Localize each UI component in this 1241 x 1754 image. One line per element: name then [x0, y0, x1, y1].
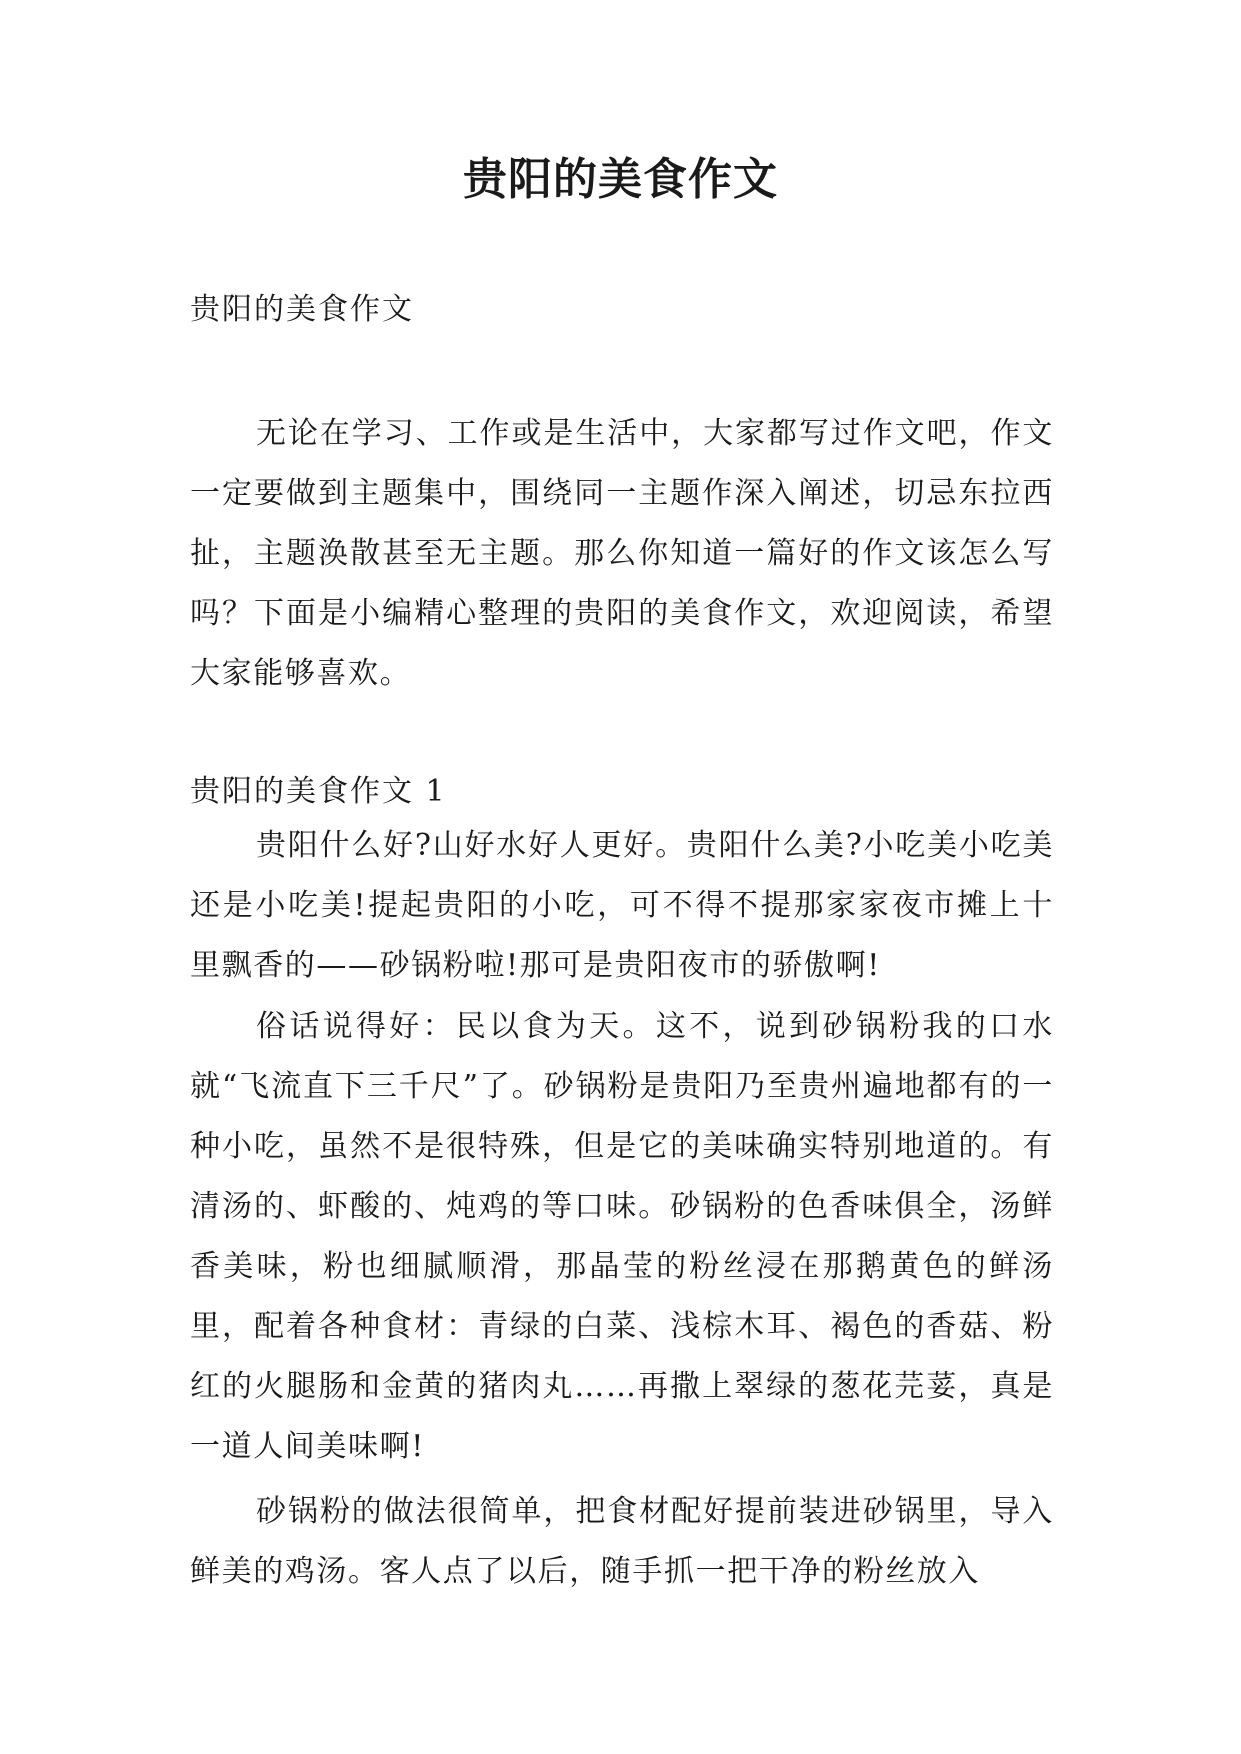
document-title: 贵阳的美食作文 [463, 154, 778, 205]
intro-paragraph: 无论在学习、工作或是生活中，大家都写过作文吧，作文一定要做到主题集中，围绕同一主题作深入阐述，切忌东拉西扯，主题涣散甚至无主题。那么你知道一篇好的作文该怎么写吗？下面是小编精心整理的贵阳的美食作文，欢迎阅读，希望大家能够喜欢。 [190, 416, 1054, 691]
body-paragraph: 贵阳什么好?山好水好人更好。贵阳什么美?小吃美小吃美还是小吃美!提起贵阳的小吃，可不得不提那家家夜市摊上十里飘香的——砂锅粉啦!那可是贵阳夜市的骄傲啊! [190, 828, 1054, 983]
document-subtitle: 贵阳的美食作文 [190, 292, 414, 327]
body-paragraph: 砂锅粉的做法很简单，把食材配好提前装进砂锅里，导入鲜美的鸡汤。客人点了以后，随手抓一把干净的粉丝放入 [190, 1494, 1054, 1589]
section-heading: 贵阳的美食作文 1 [190, 774, 447, 809]
body-paragraph: 俗话说得好：民以食为天。这不，说到砂锅粉我的口水就“飞流直下三千尺”了。砂锅粉是贵阳乃至贵州遍地都有的一种小吃，虽然不是很特殊，但是它的美味确实特别地道的。有清汤的、虾酸的、炖鸡的等口味。砂锅粉的色香味俱全，汤鲜香美味，粉也细腻顺滑，那晶莹的粉丝浸在那鹅黄色的鲜汤里，配着各种食材：青绿的白菜、浅棕木耳、褐色的香菇、粉红的火腿肠和金黄的猪肉丸……再撒上翠绿的葱花芫荽，真是一道人间美味啊! [190, 1009, 1054, 1464]
